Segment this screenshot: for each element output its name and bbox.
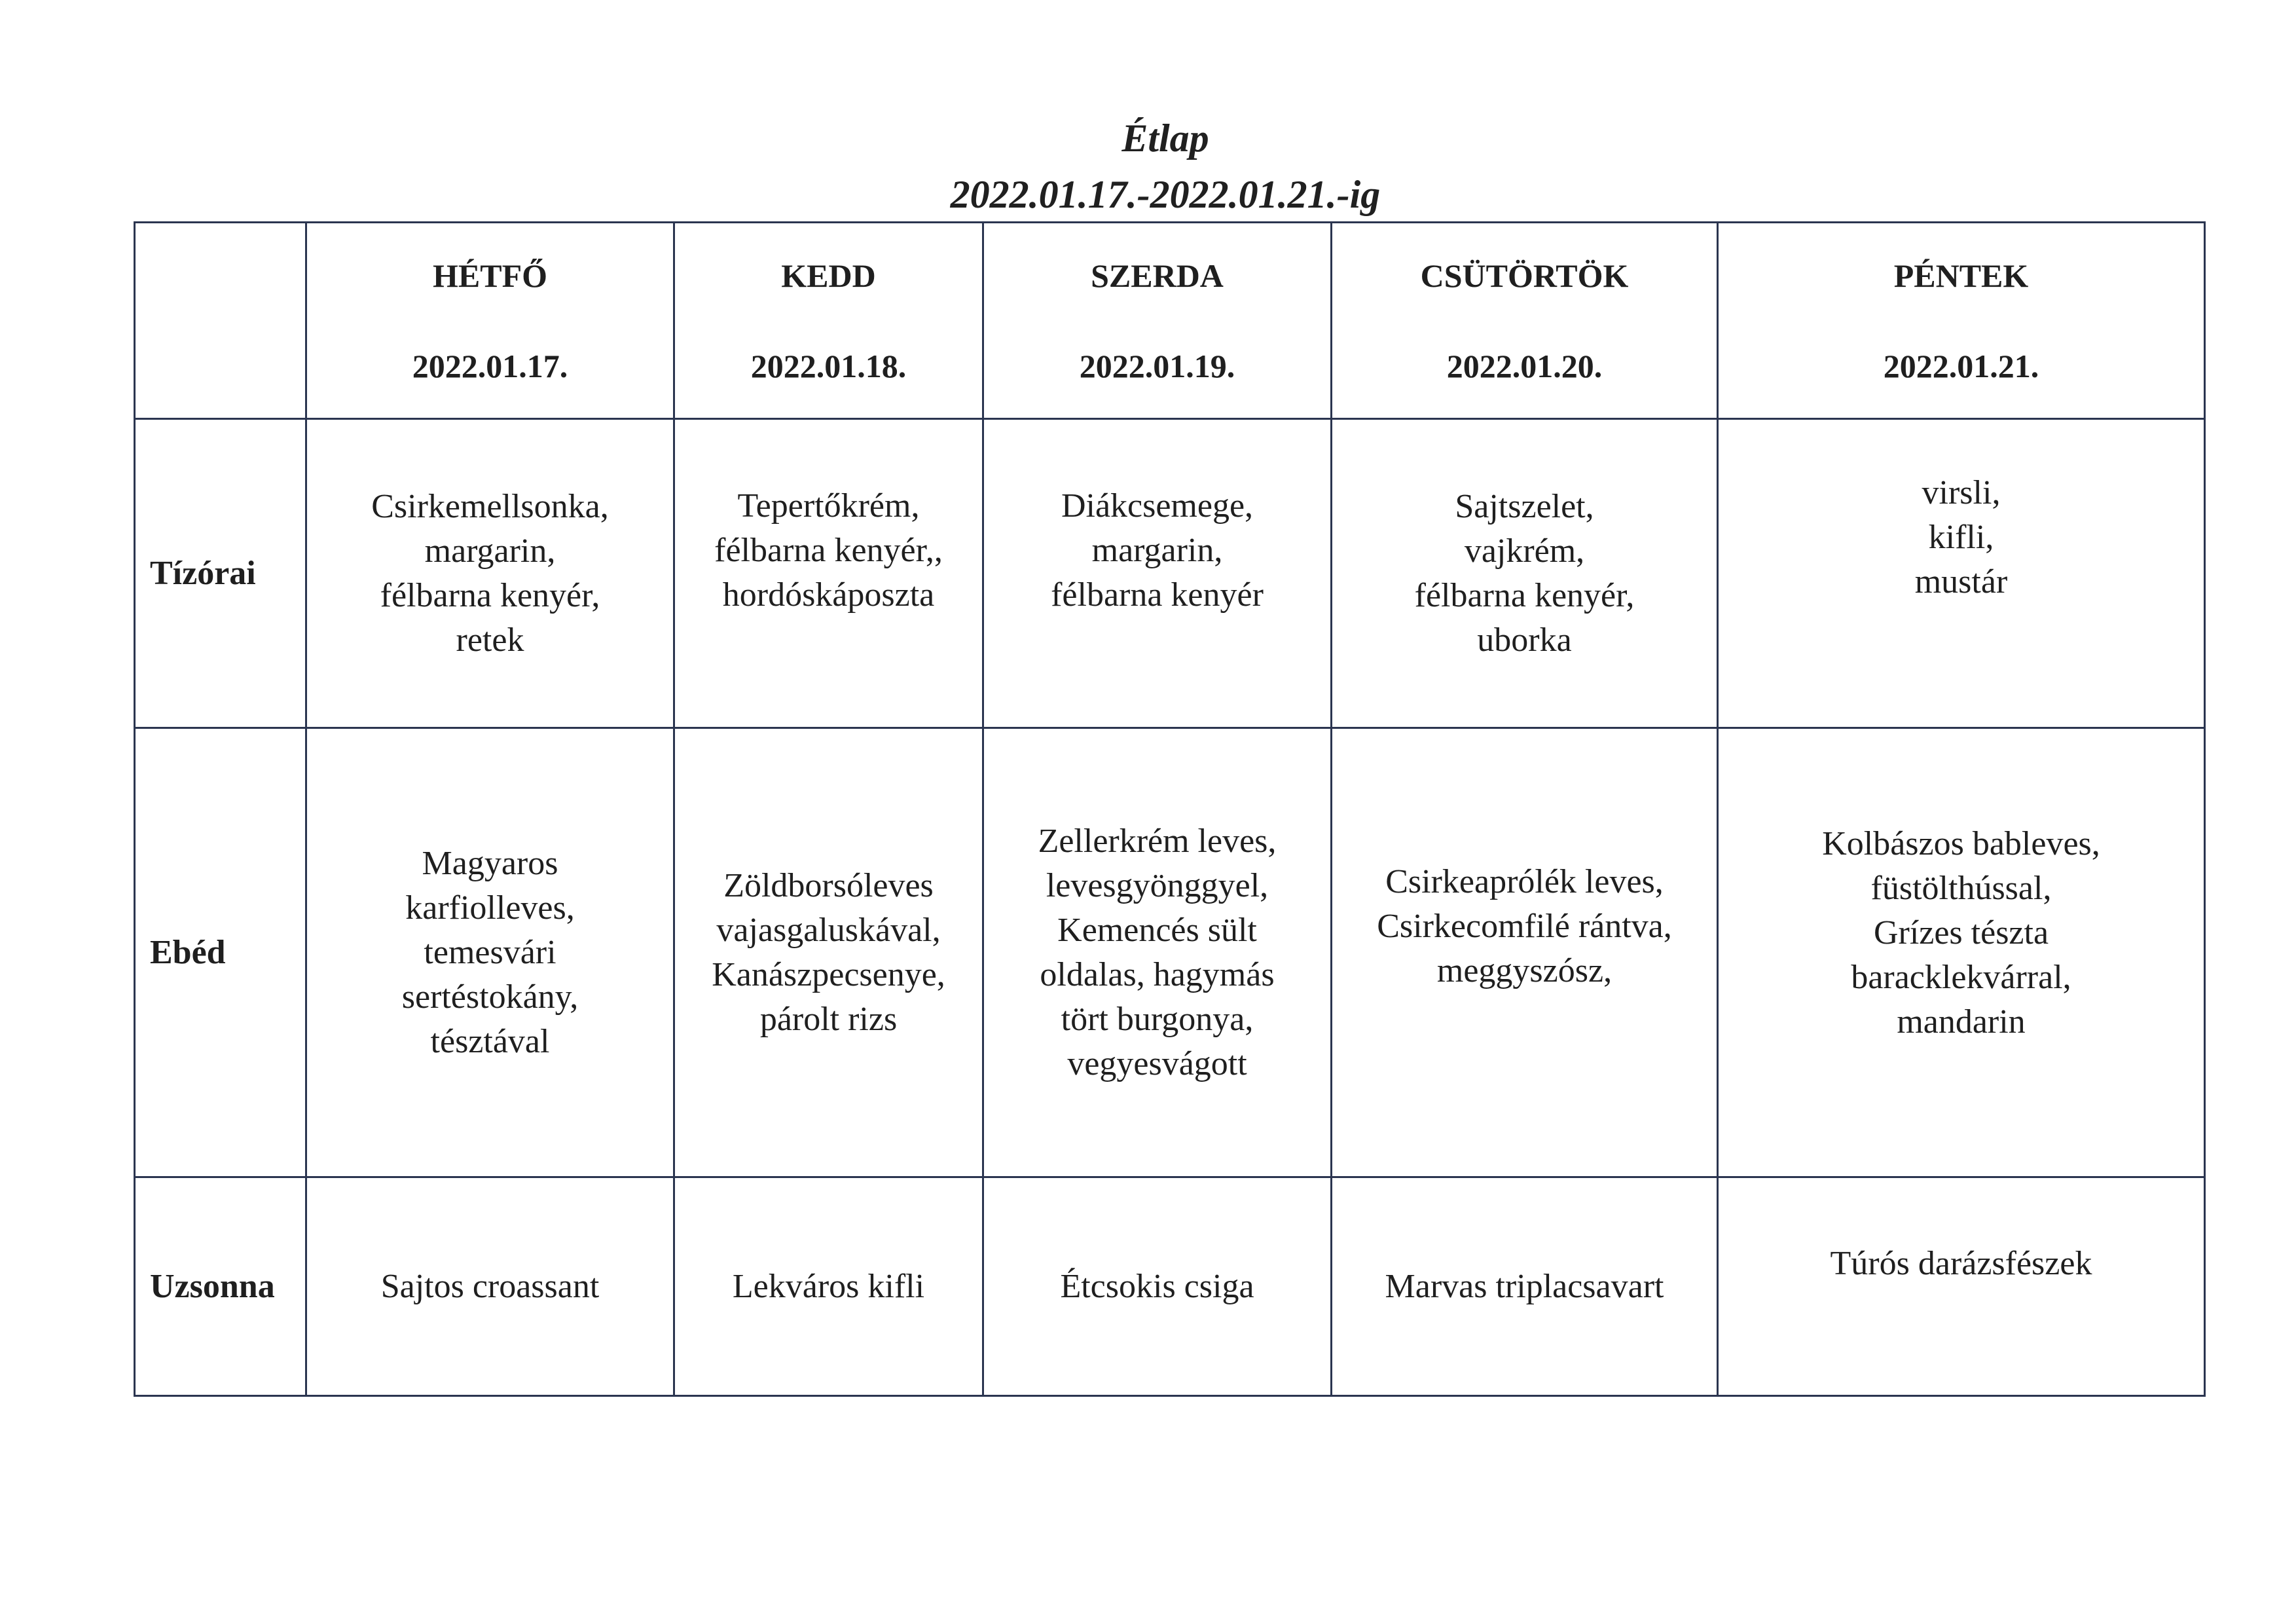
- menu-item-line: füstölthússal,: [1870, 869, 2052, 907]
- menu-item-line: tört burgonya,: [1061, 1000, 1254, 1038]
- day-date: 2022.01.19.: [1079, 347, 1235, 384]
- menu-cell: [674, 728, 983, 1177]
- menu-cell: [1718, 419, 2205, 728]
- menu-item-line: Kemencés sült: [1057, 911, 1257, 949]
- menu-item-line: Tepertőkrém,: [737, 487, 920, 525]
- menu-item-line: retek: [456, 621, 524, 659]
- menu-item-line: Magyaros: [422, 844, 558, 882]
- menu-item-line: Diákcsemege,: [1061, 487, 1254, 525]
- menu-item-line: Grízes tészta: [1873, 913, 2049, 951]
- menu-cell: [306, 419, 674, 728]
- day-header-wednesday: [983, 223, 1332, 419]
- menu-cell: [983, 728, 1332, 1177]
- menu-item-line: párolt rizs: [759, 1000, 898, 1038]
- menu-cell: [1332, 728, 1718, 1177]
- menu-cell: [983, 1177, 1332, 1396]
- day-date: 2022.01.17.: [412, 347, 568, 384]
- meal-row-uzsonna: [135, 1177, 2205, 1396]
- day-name: KEDD: [781, 257, 876, 294]
- menu-cell: [674, 419, 983, 728]
- menu-item-line: Csirkeaprólék leves,: [1385, 862, 1664, 900]
- menu-item-line: mandarin: [1897, 1003, 2026, 1041]
- menu-item-line: félbarna kenyér,: [380, 576, 600, 614]
- menu-cell: [1718, 728, 2205, 1177]
- meal-label: Tízórai: [135, 419, 306, 728]
- menu-cell: [1332, 1177, 1718, 1396]
- table-header-row: [135, 223, 2205, 419]
- menu-item-line: Csirkecomfilé rántva,: [1377, 907, 1672, 945]
- menu-item-line: Sajtszelet,: [1455, 487, 1594, 525]
- menu-item-line: Túrós darázsfészek: [1830, 1244, 2092, 1282]
- menu-item-line: Kolbászos bableves,: [1822, 824, 2100, 862]
- day-name: CSÜTÖRTÖK: [1420, 257, 1629, 294]
- day-header-monday: [306, 223, 674, 419]
- menu-item-line: oldalas, hagymás: [1040, 955, 1275, 993]
- day-name: SZERDA: [1091, 257, 1224, 294]
- menu-date-range: 2022.01.17.-2022.01.21.-ig: [950, 173, 1381, 216]
- menu-item-line: mustár: [1914, 563, 2008, 600]
- menu-cell: [983, 419, 1332, 728]
- menu-cell: [1332, 419, 1718, 728]
- menu-item-line: Zöldborsóleves: [723, 866, 934, 904]
- meal-row-tizorai: [135, 419, 2205, 728]
- menu-item-line: Zellerkrém leves,: [1038, 822, 1277, 860]
- menu-item-line: vajasgaluskával,: [716, 911, 941, 949]
- menu-item-line: sertéstokány,: [401, 978, 579, 1016]
- menu-title: Étlap: [1121, 117, 1209, 160]
- day-date: 2022.01.20.: [1446, 347, 1603, 384]
- menu-item-line: vajkrém,: [1464, 532, 1585, 570]
- menu-cell: [306, 1177, 674, 1396]
- weekly-menu-table: [134, 221, 2206, 1397]
- menu-item-line: margarin,: [424, 532, 556, 570]
- menu-item-line: levesgyönggyel,: [1046, 866, 1269, 904]
- day-date: 2022.01.18.: [750, 347, 907, 384]
- menu-item-line: félbarna kenyér,: [1414, 576, 1635, 614]
- menu-item-line: Csirkemellsonka,: [371, 487, 609, 525]
- menu-cell: [306, 728, 674, 1177]
- day-header-friday: [1718, 223, 2205, 419]
- menu-item-line: uborka: [1477, 621, 1572, 659]
- menu-item-line: kifli,: [1928, 518, 1994, 556]
- menu-item-line: Lekváros kifli: [732, 1267, 925, 1305]
- corner-cell: [135, 223, 306, 419]
- meal-label: Ebéd: [135, 728, 306, 1177]
- day-header-thursday: [1332, 223, 1718, 419]
- menu-item-line: tésztával: [430, 1022, 550, 1060]
- day-date: 2022.01.21.: [1883, 347, 2039, 384]
- menu-item-line: vegyesvágott: [1067, 1044, 1247, 1082]
- menu-item-line: margarin,: [1091, 531, 1223, 569]
- menu-cell: [674, 1177, 983, 1396]
- menu-cell: [1718, 1177, 2205, 1396]
- day-name: HÉTFŐ: [432, 257, 548, 294]
- meal-row-ebed: [135, 728, 2205, 1177]
- menu-item-line: Sajtos croassant: [380, 1267, 600, 1305]
- menu-title-block: [917, 110, 1414, 223]
- menu-item-line: hordóskáposzta: [722, 576, 935, 614]
- menu-item-line: virsli,: [1922, 473, 2001, 511]
- menu-item-line: Marvas triplacsavart: [1385, 1267, 1664, 1305]
- meal-label: Uzsonna: [135, 1177, 306, 1396]
- menu-item-line: meggyszósz,: [1436, 951, 1613, 989]
- menu-item-line: félbarna kenyér: [1051, 576, 1264, 614]
- menu-item-line: temesvári: [424, 933, 556, 971]
- day-header-tuesday: [674, 223, 983, 419]
- menu-item-line: félbarna kenyér,,: [714, 531, 943, 569]
- menu-item-line: Étcsokis csiga: [1060, 1267, 1254, 1305]
- menu-item-line: karfiolleves,: [405, 889, 575, 927]
- menu-item-line: Kanászpecsenye,: [712, 955, 945, 993]
- menu-item-line: baracklekvárral,: [1851, 958, 2071, 996]
- day-name: PÉNTEK: [1893, 257, 2029, 294]
